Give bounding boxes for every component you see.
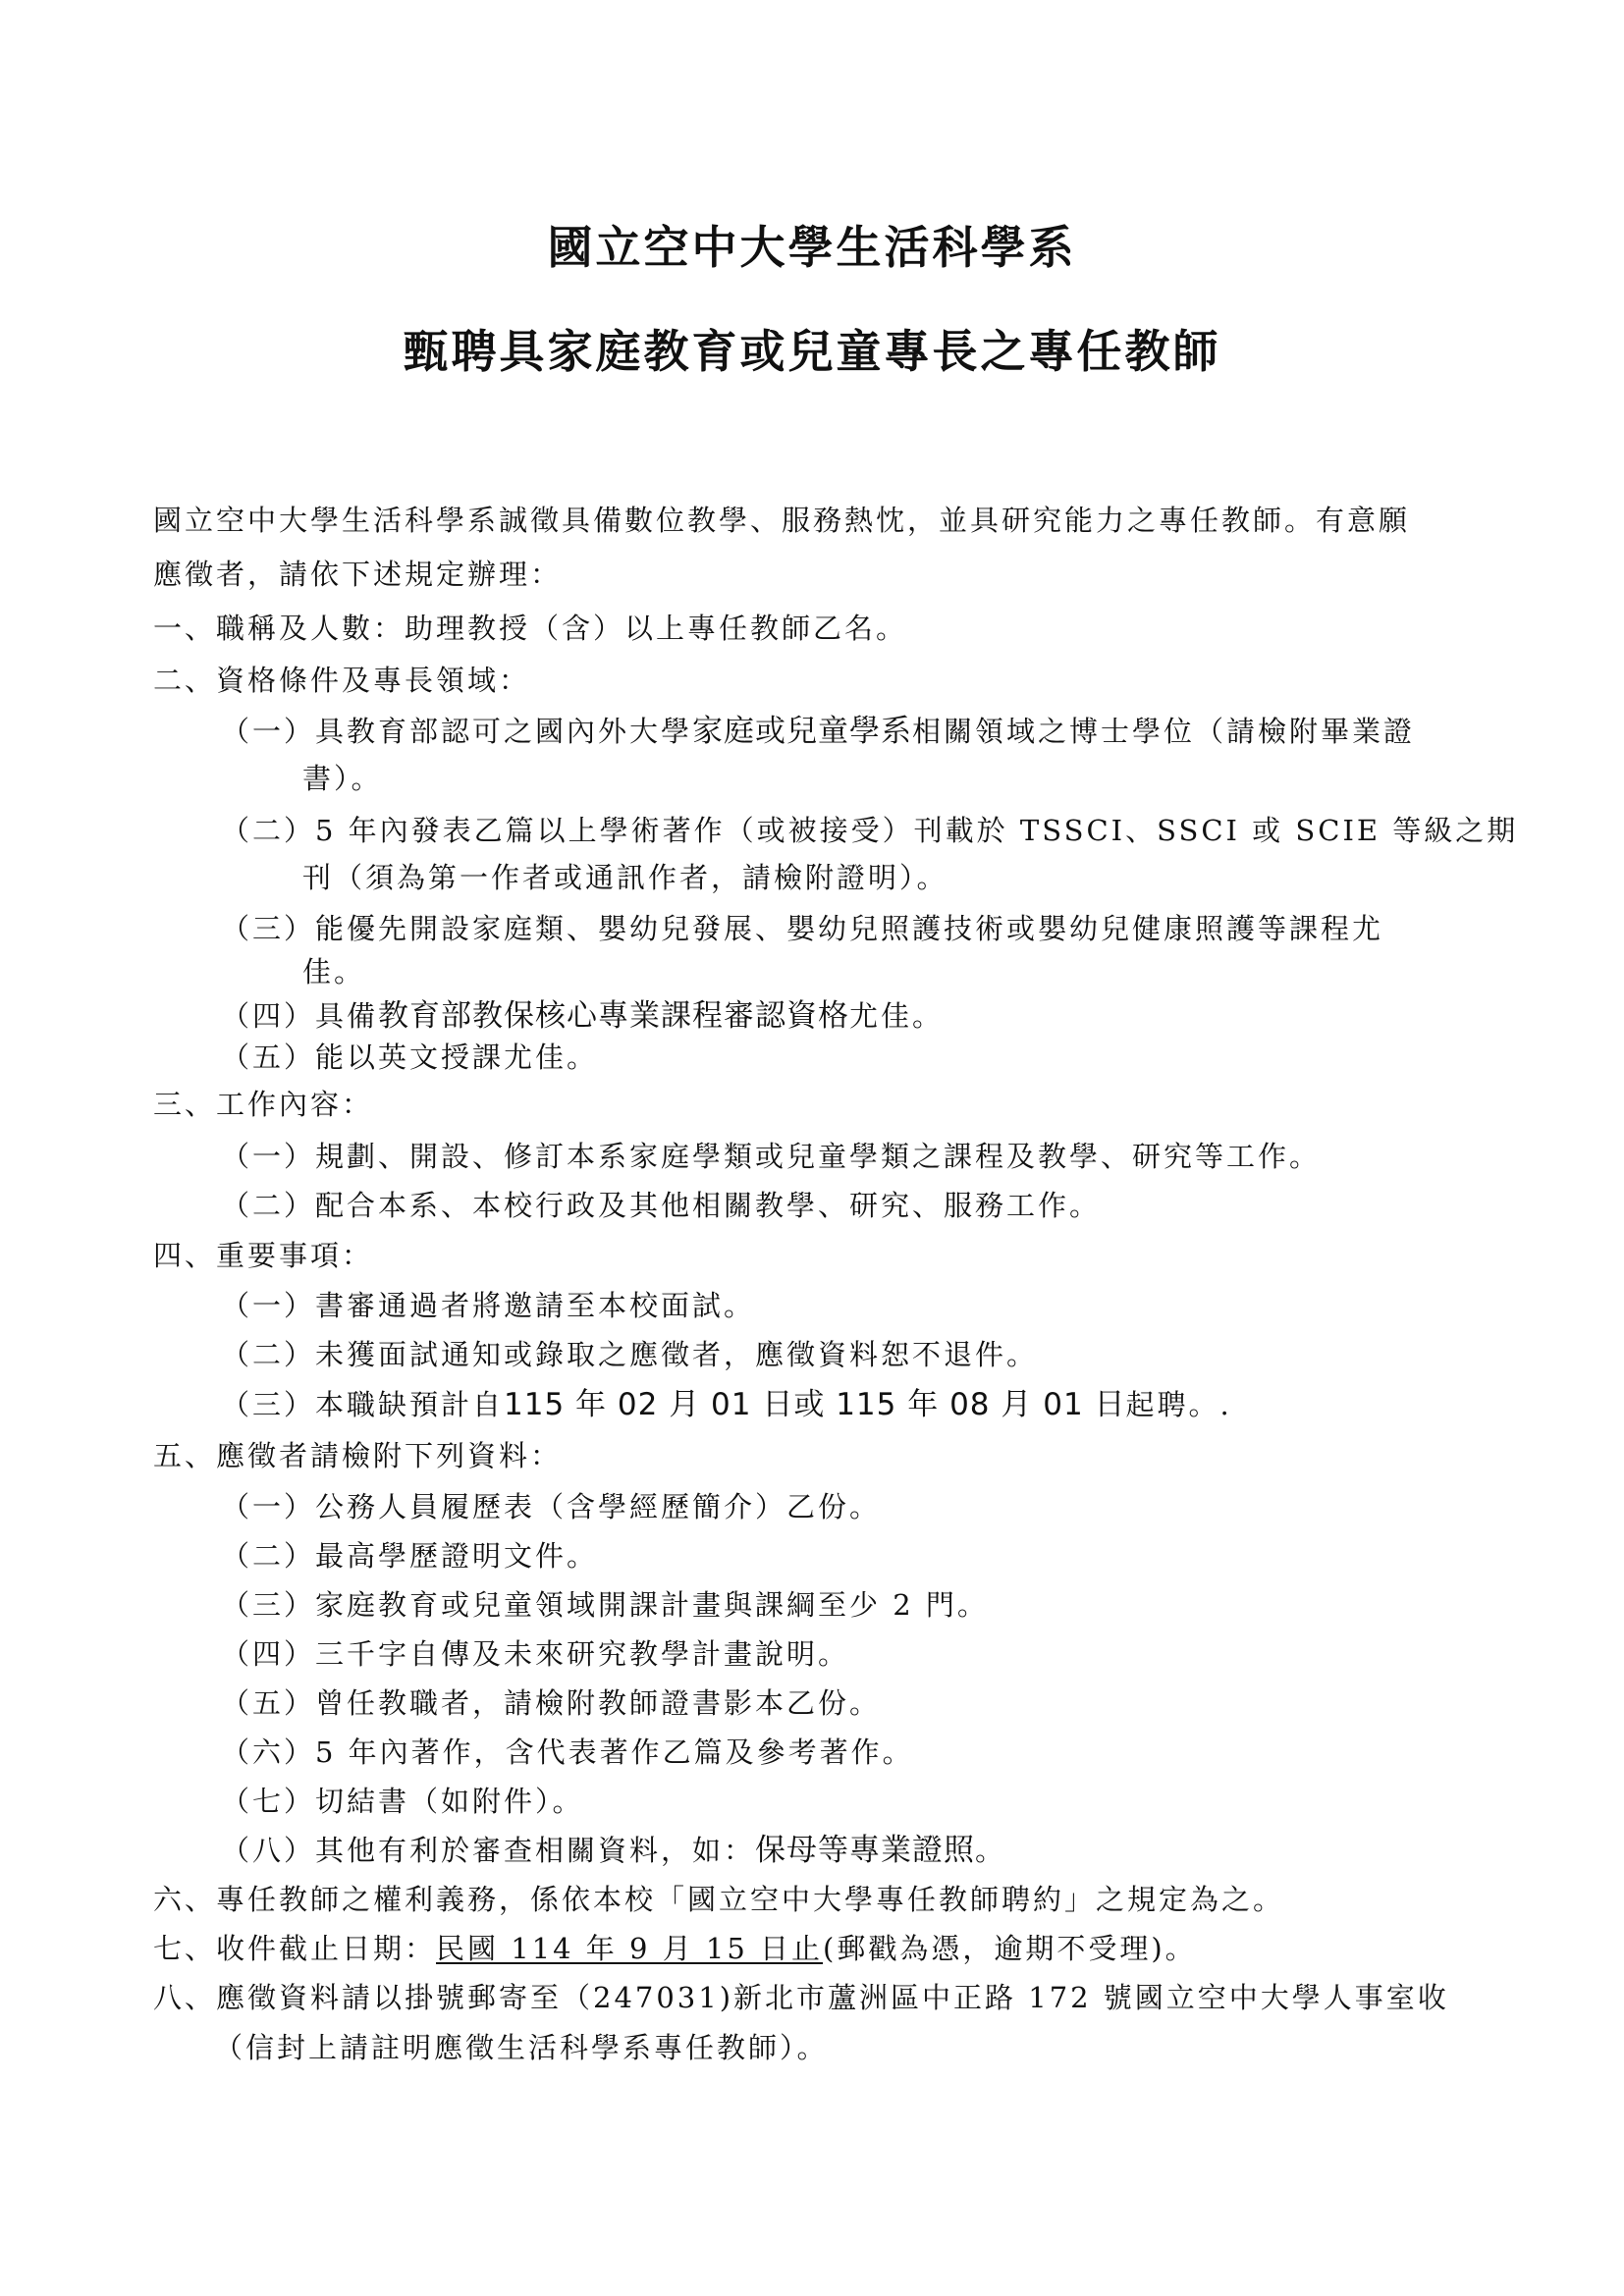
section-2-item-3-cont: 佳。 bbox=[302, 955, 366, 988]
section-8-line-2: （信封上請註明應徵生活科學系專任教師）。 bbox=[214, 2031, 829, 2064]
emphasis-text: 115 年 02 月 01 日或 115 年 08 月 01 日 bbox=[504, 1387, 1126, 1422]
section-2-item-1-cont: 書）。 bbox=[302, 762, 383, 795]
item-text: 起聘。. bbox=[1125, 1388, 1232, 1421]
section-4-item-3 bbox=[221, 1385, 1232, 1424]
section-2-item-5: （五）能以英文授課尤佳。 bbox=[221, 1041, 599, 1074]
intro-line-2: 應徵者，請依下述規定辦理： bbox=[153, 558, 563, 591]
section-8-line-1: 八、應徵資料請以掛號郵寄至（247031)新北市蘆洲區中正路 172 號國立空中大學人事室收 bbox=[153, 1981, 1449, 2014]
section-2-item-2-cont: 刊（須為第一作者或通訊作者，請檢附證明）。 bbox=[302, 861, 948, 894]
section-1-title: 一、職稱及人數：助理教授（含）以上專任教師乙名。 bbox=[153, 612, 908, 645]
section-3-item-2: （二）配合本系、本校行政及其他相關教學、研究、服務工作。 bbox=[221, 1189, 1102, 1222]
section-5-item-3: （三）家庭教育或兒童領域開課計畫與課綱至少 2 門。 bbox=[221, 1588, 989, 1622]
page-title: 國立空中大學生活科學系 bbox=[547, 221, 1077, 274]
section-4-item-2: （二）未獲面試通知或錄取之應徵者，應徵資料恕不退件。 bbox=[221, 1338, 1039, 1371]
item-text: 相關領域之博士學位（請檢附畢業證 bbox=[912, 715, 1416, 748]
item-text: 七、收件截止日期： bbox=[153, 1932, 437, 1965]
section-5-heading: 五、應徵者請檢附下列資料： bbox=[153, 1439, 563, 1472]
section-7-title bbox=[153, 1929, 1197, 1968]
section-5-item-7: （七）切結書（如附件）。 bbox=[221, 1785, 584, 1818]
item-text: (郵戳為憑，逾期不受理)。 bbox=[823, 1932, 1197, 1965]
item-text: （八）其他有利於審查相關資料，如： bbox=[221, 1834, 756, 1867]
section-5-item-5: （五）曾任教職者，請檢附教師證書影本乙份。 bbox=[221, 1686, 882, 1720]
section-3-item-1: （一）規劃、開設、修訂本系家庭學類或兒童學類之課程及教學、研究等工作。 bbox=[221, 1140, 1322, 1173]
section-4-item-1: （一）書審通過者將邀請至本校面試。 bbox=[221, 1289, 756, 1322]
section-2-heading: 二、資格條件及專長領域： bbox=[153, 664, 531, 697]
item-text: 尤佳。 bbox=[849, 999, 945, 1033]
section-3-heading: 三、工作內容： bbox=[153, 1088, 374, 1121]
section-5-item-2: （二）最高學歷證明文件。 bbox=[221, 1539, 599, 1573]
section-5-item-1: （一）公務人員履歷表（含學經歷簡介）乙份。 bbox=[221, 1490, 882, 1523]
item-text: （一）具教育部認可之國內外大學 bbox=[221, 715, 693, 748]
emphasis-text: 教育部教保核心專業課程審認資格 bbox=[378, 998, 850, 1034]
section-4-heading: 四、重要事項： bbox=[153, 1239, 374, 1272]
section-5-item-8 bbox=[221, 1831, 1006, 1870]
section-2-item-3: （三）能優先開設家庭類、嬰幼兒發展、嬰幼兒照護技術或嬰幼兒健康照護等課程尤 bbox=[221, 912, 1384, 945]
emphasis-text: 家庭或兒童學系 bbox=[692, 714, 913, 749]
deadline-date: 民國 114 年 9 月 15 日止 bbox=[436, 1932, 824, 1965]
section-2-item-4 bbox=[221, 996, 944, 1036]
section-2-item-1 bbox=[221, 712, 1415, 751]
item-text: （四）具備 bbox=[221, 999, 379, 1033]
section-5-item-6: （六）5 年內著作，含代表著作乙篇及參考著作。 bbox=[221, 1735, 914, 1769]
section-2-item-2: （二）5 年內發表乙篇以上學術著作（或被接受）刊載於 TSSCI、SSCI 或 SCIE 等級之期 bbox=[221, 814, 1519, 847]
section-5-item-4: （四）三千字自傳及未來研究教學計畫說明。 bbox=[221, 1637, 850, 1671]
intro-line-1: 國立空中大學生活科學系誠徵具備數位教學、服務熱忱，並具研究能力之專任教師。有意願 bbox=[153, 504, 1411, 537]
page-subtitle: 甄聘具家庭教育或兒童專長之專任教師 bbox=[403, 325, 1221, 378]
section-6-title: 六、專任教師之權利義務，係依本校「國立空中大學專任教師聘約」之規定為之。 bbox=[153, 1883, 1285, 1916]
emphasis-text: 保母等專業證照 bbox=[755, 1833, 976, 1868]
item-text: （三）本職缺預計自 bbox=[221, 1388, 505, 1421]
item-text: 。 bbox=[975, 1834, 1007, 1867]
